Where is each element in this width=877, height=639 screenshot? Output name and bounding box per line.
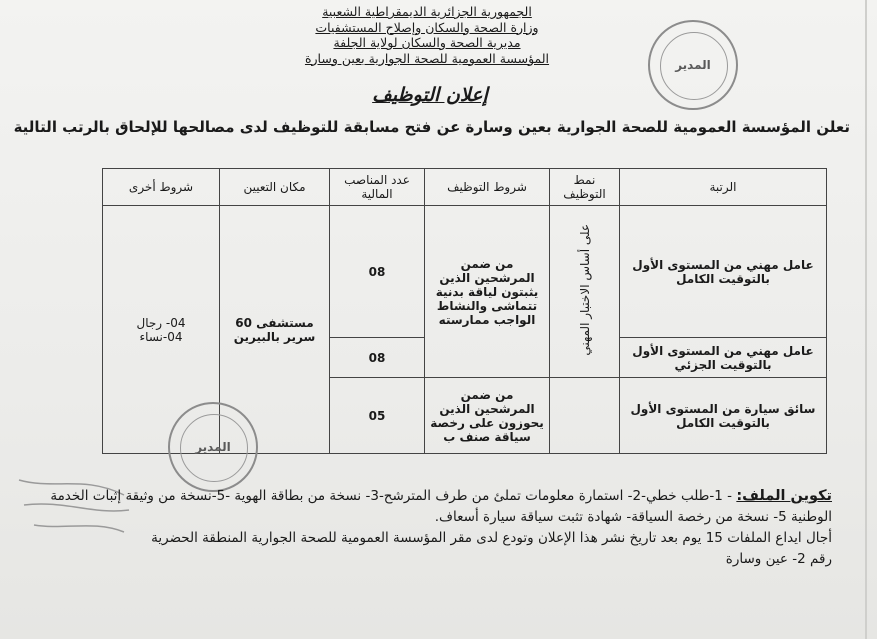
cell-mode [550,206,620,378]
official-stamp-top [648,20,738,110]
cell-grade-3: سائق سيارة من المستوى الأول بالتوقيت الكامل [620,378,827,454]
cell-location: مستشفى 60 سرير بالبيرين [220,206,330,454]
header-other: شروط أخرى [103,169,220,206]
footer-line-3: أجال ايداع الملفات 15 يوم بعد تاريخ نشر هذا الإعلان وتودع لدى مقر المؤسسة العمومية للصحة الجوارية المنطقة الحضرية [151,530,832,546]
letterhead-line-ministry: وزارة الصحة والسكان وإصلاح المستشفيات [315,19,539,35]
page-edge [865,0,867,639]
header-conditions: شروط التوظيف [425,169,550,206]
letterhead [267,4,587,66]
letterhead-line-directorate: مديرية الصحة والسكان لولاية الجلفة [333,35,521,50]
cell-conditions-2: من ضمن المرشحين الذين يحوزون على رخصة سياقة صنف ب [425,378,550,454]
letterhead-line-institution: المؤسسة العمومية للصحة الجوارية بعين وسارة [304,50,550,66]
table-header-row [103,169,827,206]
header-location: مكان التعيين [220,169,330,206]
header-mode: نمط التوظيف [550,169,620,206]
table-row [103,206,827,338]
stamp-top-label: المدير [675,58,711,72]
file-line-1-text: - 1-طلب خطي-2- استمارة معلومات تملئ من طرف المترشح-3- نسخة من بطاقة الهوية -5-نسخة من وثيقة إثبات الخدمة [50,488,733,504]
other-men: 04- رجال [136,315,186,330]
cell-grade-2: عامل مهني من المستوى الأول بالتوقيت الجزئي [620,338,827,378]
file-requirements [42,486,832,570]
footer-line-4: رقم 2- عين وسارة [725,551,832,567]
header-positions: عدد المناصب المالية [330,169,425,206]
cell-positions-1: 08 [330,206,425,338]
cell-mode-empty [550,378,620,454]
mode-text: على أساس الاختبار المهني [577,224,592,356]
announcement-intro: تعلن المؤسسة العمومية للصحة الجوارية بعين وسارة عن فتح مسابقة للتوظيف لدى مصالحها للإلحاق بالرتب التالية [13,118,850,136]
cell-conditions-1: من ضمن المرشحين الذين يثبتون لياقة بدنية تتماشى والنشاط الواجب ممارسته [425,206,550,378]
letterhead-line-republic: الجمهورية الجزائرية الديمقراطية الشعبية [322,4,532,19]
official-stamp-bottom [168,402,258,492]
cell-positions-3: 05 [330,378,425,454]
footer-line-1 [42,486,832,507]
footer-line-2: الوطنية 5- نسخة من رخصة السياقة- شهادة تثبت سياقة سيارة أسعاف. [434,509,832,525]
announcement-title: إعلان التوظيف [372,84,488,106]
other-women: 04-نساء [139,329,183,344]
cell-grade-1: عامل مهني من المستوى الأول بالتوقيت الكامل [620,206,827,338]
file-heading: تكوين الملف: [736,488,832,504]
header-grade: الرتبة [620,169,827,206]
stamp-bottom-label: المدير [195,440,231,454]
cell-positions-2: 08 [330,338,425,378]
